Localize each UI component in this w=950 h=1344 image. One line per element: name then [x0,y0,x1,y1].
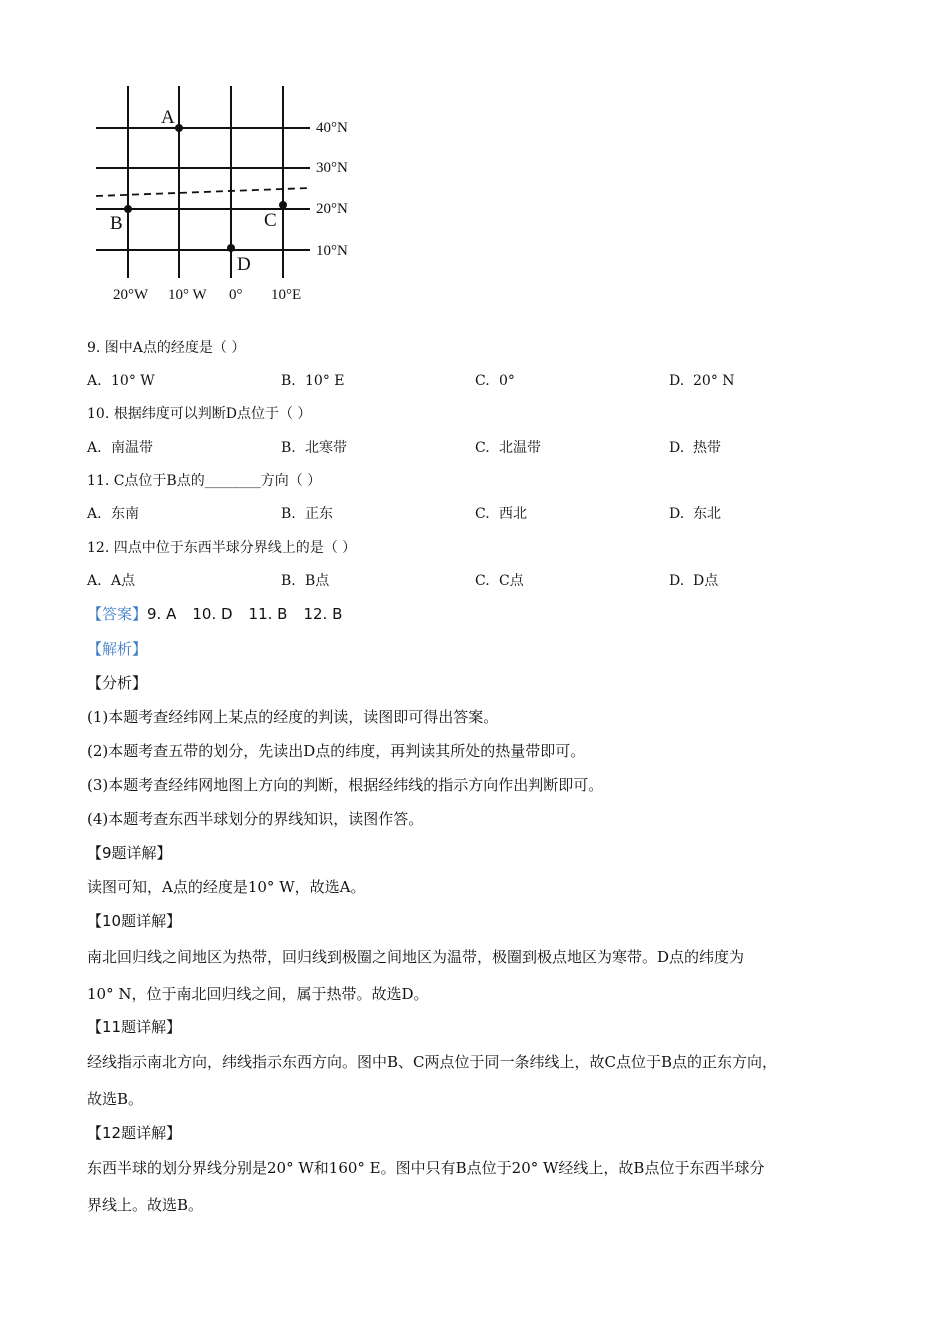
question-12-options [87,571,867,591]
lat-label-10n: 10°N [316,243,348,259]
option-c [475,438,541,458]
option-b [281,571,329,591]
lon-label-10e: 10°E [271,287,302,303]
point-d-label: D [237,254,251,275]
option-text: 北寒带 [305,440,347,456]
option-letter: B. [281,573,296,589]
answer-10: 10. D [192,605,233,623]
lat-label-40n: 40°N [316,120,348,136]
option-letter: C. [475,506,490,522]
point-a-marker [175,124,183,132]
answer-tag: 【答案】 [87,605,148,623]
lon-label-10w: 10° W [168,287,207,303]
question-11-stem: 11. C点位于B点的________方向（ ） [87,473,322,489]
option-d [669,571,718,591]
option-letter: D. [669,506,685,522]
option-letter: A. [87,573,102,589]
option-letter: D. [669,440,685,456]
option-text: A点 [111,573,136,589]
lat-label-30n: 30°N [316,160,348,176]
option-c [475,504,527,524]
analysis-line-2: (2)本题考查五带的划分，先读出D点的纬度，再判读其所处的热量带即可。 [87,742,586,760]
q12-detail-line-1: 东西半球的划分界线分别是20° W和160° E。图中只有B点位于20° W经线上，故B点位于东西半球分 [87,1159,765,1177]
option-text: 0° [499,373,515,389]
answer-9: 9. A [147,605,177,623]
option-letter: D. [669,373,685,389]
option-letter: A. [87,373,102,389]
option-b [281,504,333,524]
option-c [475,371,515,391]
option-a [87,571,135,591]
option-text: 10° E [305,373,345,389]
option-c [475,571,524,591]
question-11-options [87,504,867,524]
q11-detail-head: 【11题详解】 [87,1018,182,1036]
analysis-line-3: (3)本题考查经纬网地图上方向的判断，根据经纬线的指示方向作出判断即可。 [87,776,604,794]
analysis-head: 【分析】 [87,674,148,692]
option-text: 西北 [499,506,527,522]
point-b-marker [124,205,132,213]
question-10-options [87,438,867,458]
grid-points [124,124,287,252]
option-letter: C. [475,573,490,589]
lon-label-20w: 20°W [113,287,149,303]
option-text: 南温带 [111,440,153,456]
option-d [669,371,735,391]
option-text: 北温带 [499,440,541,456]
lon-label-0: 0° [229,287,243,303]
longitude-labels [113,287,301,303]
q9-detail-line-1: 读图可知，A点的经度是10° W，故选A。 [87,878,366,896]
q11-detail-line-2: 故选B。 [87,1090,144,1108]
q9-detail-head: 【9题详解】 [87,844,172,862]
option-a [87,504,139,524]
q10-detail-line-2: 10° N，位于南北回归线之间，属于热带。故选D。 [87,985,429,1003]
option-text: 热带 [693,440,721,456]
option-a [87,438,153,458]
point-a-label: A [161,107,175,128]
answer-11: 11. B [248,605,288,623]
point-d-marker [227,244,235,252]
analysis-tag: 【解析】 [87,640,148,658]
option-letter: B. [281,506,296,522]
lat-label-20n: 20°N [316,201,348,217]
option-d [669,438,721,458]
q11-detail-line-1: 经线指示南北方向，纬线指示东西方向。图中B、C两点位于同一条纬线上，故C点位于B点的正东方向， [87,1053,778,1071]
q12-detail-line-2: 界线上。故选B。 [87,1196,204,1214]
option-text: B点 [305,573,330,589]
q10-detail-line-1: 南北回归线之间地区为热带，回归线到极圈之间地区为温带，极圈到极点地区为寒带。D点的纬度为 [87,948,745,966]
question-9-options [87,371,867,391]
option-letter: A. [87,506,102,522]
option-b [281,371,344,391]
option-text: 正东 [305,506,333,522]
question-10-stem: 10. 根据纬度可以判断D点位于（ ） [87,406,312,422]
q10-detail-head: 【10题详解】 [87,912,182,930]
option-d [669,504,721,524]
q12-detail-head: 【12题详解】 [87,1124,182,1142]
answer-line [87,604,358,624]
latitude-labels [316,120,348,259]
option-letter: D. [669,573,685,589]
option-text: 20° N [693,373,735,389]
point-c-label: C [264,210,277,231]
question-12-stem: 12. 四点中位于东西半球分界线上的是（ ） [87,540,357,556]
option-letter: B. [281,440,296,456]
option-text: 东南 [111,506,139,522]
option-letter: A. [87,440,102,456]
option-a [87,371,155,391]
option-text: C点 [499,573,524,589]
point-c-marker [279,201,287,209]
lat-long-grid-figure [80,78,380,310]
analysis-line-4: (4)本题考查东西半球划分的界线知识，读图作答。 [87,810,424,828]
option-letter: B. [281,373,296,389]
point-b-label: B [110,213,123,234]
option-text: 10° W [111,373,155,389]
answer-12: 12. B [303,605,343,623]
option-text: 东北 [693,506,721,522]
option-b [281,438,347,458]
question-9-stem: 9. 图中A点的经度是（ ） [87,340,246,356]
analysis-line-1: (1)本题考查经纬网上某点的经度的判读，读图即可得出答案。 [87,708,499,726]
option-text: D点 [693,573,719,589]
option-letter: C. [475,440,490,456]
option-letter: C. [475,373,490,389]
